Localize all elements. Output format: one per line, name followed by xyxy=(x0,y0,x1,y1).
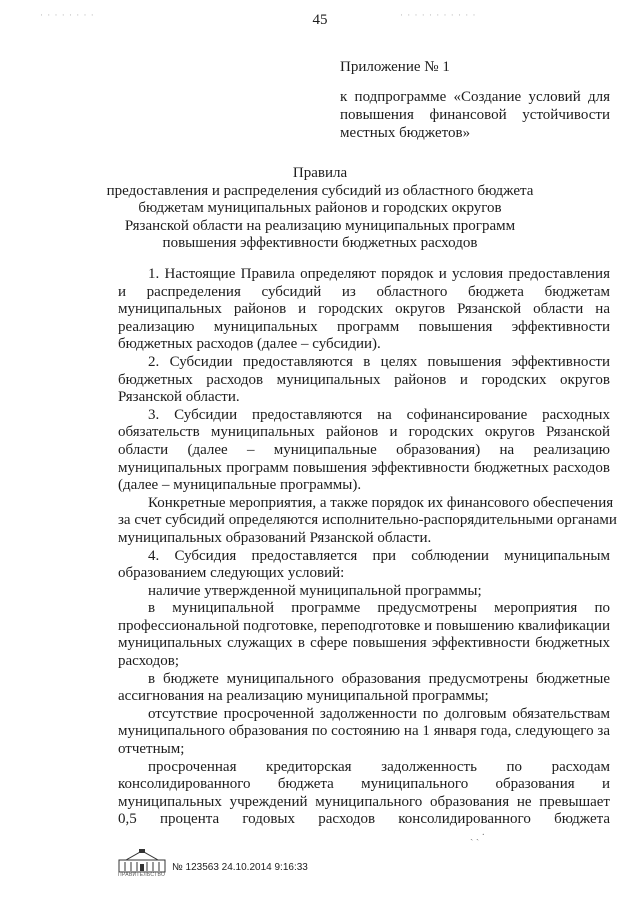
body-line: в муниципальной программе предусмотрены мероприятия по xyxy=(148,600,610,617)
body-line: в бюджете муниципального образования предусмотрены бюджетные xyxy=(148,670,610,687)
body-line: наличие утвержденной муниципальной программы; xyxy=(148,582,482,599)
body-line: муниципальных служащих в сфере повышения эффективности бюджетных xyxy=(118,635,610,652)
title-line: повышения эффективности бюджетных расходов xyxy=(162,235,478,251)
page-number: 45 xyxy=(312,12,328,28)
body-line: 0,5 процента годовых расходов консолидированного бюджета xyxy=(118,811,610,828)
body-line: образованием следующих условий: xyxy=(118,565,345,582)
body-line: отсутствие просроченной задолженности по долговым обязательствам xyxy=(148,705,610,722)
body-line: обязательств муниципальных районов и городских округов Рязанской xyxy=(118,424,610,441)
body-line: консолидированного бюджета муниципального образования и xyxy=(118,776,610,793)
appendix-line: к подпрограмме «Создание условий для xyxy=(340,89,610,105)
body-line: бюджетных расходов муниципальных районов и городских округов xyxy=(118,371,610,388)
body-line: отчетным; xyxy=(118,741,185,758)
appendix-header xyxy=(340,58,610,142)
title-line: Рязанской области на реализацию муниципальных программ xyxy=(124,217,516,234)
body-line: 1. Настоящие Правила определяют порядок и условия предоставления xyxy=(148,266,610,282)
body-line: бюджетных расходов (далее – субсидии). xyxy=(118,336,381,353)
body-line: муниципальных программ повышения эффективности бюджетных расходов xyxy=(118,459,610,476)
document-body xyxy=(118,266,617,829)
body-line: реализацию муниципальных программ повышения эффективности xyxy=(118,318,610,335)
body-line: профессиональной подготовке, переподготовке и повышению квалификации xyxy=(118,617,610,634)
title-line: Правила xyxy=(292,165,348,181)
body-line: 3. Субсидии предоставляются на софинансирование расходных xyxy=(148,406,610,423)
scan-noise-right: · · · · · · · · · · · xyxy=(400,10,477,20)
body-line: муниципальных учреждений муниципального образования не превышает xyxy=(118,793,610,810)
body-line: за счет субсидий определяются исполнительно-распорядительными органами xyxy=(118,512,617,529)
body-line: области (далее – муниципальные образования) на реализацию xyxy=(118,441,610,458)
registration-number: № 123563 24.10.2014 9:16:33 xyxy=(172,862,308,873)
body-line: Рязанской области. xyxy=(118,389,240,406)
title-line: бюджетам муниципальных районов и городских округов xyxy=(138,200,502,216)
title-line: предоставления и распределения субсидий из областного бюджета xyxy=(106,182,534,199)
body-line: 2. Субсидии предоставляются в целях повышения эффективности xyxy=(148,353,610,370)
document-title xyxy=(0,165,640,253)
appendix-line: местных бюджетов» xyxy=(340,125,471,141)
body-line: муниципальных образований Рязанской области. xyxy=(118,529,432,546)
body-line: и распределения субсидий из областного бюджета бюджетам xyxy=(118,283,610,300)
footer xyxy=(118,848,418,882)
scan-noise-left: · · · · · · · · xyxy=(40,10,95,20)
body-line: (далее – муниципальные программы). xyxy=(118,477,362,494)
body-line: ассигнования на реализацию муниципальной программы; xyxy=(118,688,489,705)
body-line: муниципальных районов и городских округов Рязанской области на xyxy=(118,301,610,318)
margin-mark: ˎ ˏ · xyxy=(470,830,485,841)
body-line: расходов; xyxy=(118,653,179,670)
body-line: Конкретные мероприятия, а также порядок их финансового обеспечения xyxy=(148,494,614,511)
appendix-line: повышения финансовой устойчивости xyxy=(340,107,610,123)
body-line: 4. Субсидия предоставляется при соблюдении муниципальным xyxy=(148,547,610,564)
appendix-title: Приложение № 1 xyxy=(340,59,450,75)
body-line: просроченная кредиторская задолженность по расходам xyxy=(148,758,610,775)
body-line: муниципального образования по состоянию на 1 января года, следующего за xyxy=(118,723,610,740)
seal-caption: ПРАВИТЕЛЬСТВО xyxy=(118,872,166,878)
